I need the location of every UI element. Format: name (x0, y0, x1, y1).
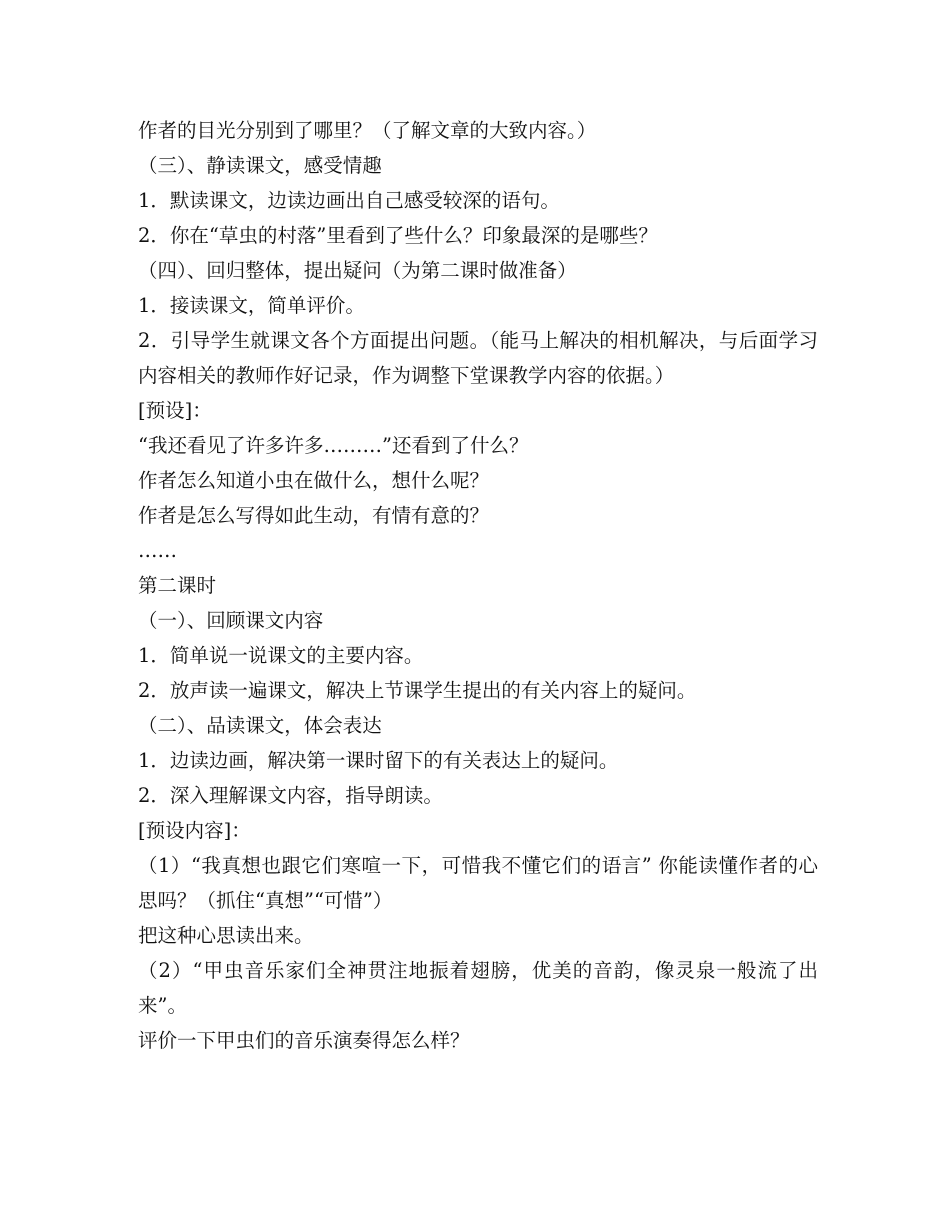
ellipsis: …… (138, 539, 177, 562)
text-line: 2．你在“草虫的村落”里看到了些什么？印象最深的是哪些？ (138, 224, 658, 247)
text-line: 1．简单说一说课文的主要内容。 (138, 644, 424, 667)
lesson-title: 第二课时 (138, 574, 217, 597)
text-line: 作者怎么知道小虫在做什么，想什么呢？ (138, 469, 490, 492)
text-line: 2．深入理解课文内容，指导朗读。 (138, 784, 443, 807)
section-heading: （一）、回顾课文内容 (138, 609, 324, 632)
text-line: 1．接读课文，简单评价。 (138, 294, 365, 317)
label-preset-content: [预设内容]： (138, 819, 251, 842)
section-heading: （二）、品读课文，体会表达 (138, 714, 382, 737)
section-heading: （四）、回归整体，提出疑问（为第二课时做准备） (138, 259, 577, 282)
text-line: 2．放声读一遍课文，解决上节课学生提出的有关内容上的疑问。 (138, 679, 697, 702)
text-line: 评价一下甲虫们的音乐演奏得怎么样？ (138, 1029, 470, 1052)
text-line: 1．边读边画，解决第一课时留下的有关表达上的疑问。 (138, 749, 619, 772)
label-preset: [预设]： (138, 399, 212, 422)
text-line: “我还看见了许多许多………”还看到了什么？ (138, 434, 529, 457)
paragraph-questions: 2．引导学生就课文各个方面提出问题。（能马上解决的相机解决，与后面学习内容相关的教师作好记录，作为调整下堂课教学内容的依据。） (138, 329, 818, 387)
text-line: 1．默读课文，边读边画出自己感受较深的语句。 (138, 189, 560, 212)
text-line: 作者是怎么写得如此生动，有情有意的？ (138, 504, 490, 527)
paragraph-item-1: （1）“我真想也跟它们寒喧一下，可惜我不懂它们的语言” 你能读懂作者的心思吗？（抓住“真想”“可惜”） (138, 854, 818, 912)
paragraph-item-2: （2）“甲虫音乐家们全神贯注地振着翅膀，优美的音韵，像灵泉一般流了出来”。 (138, 959, 818, 1017)
text-line: 把这种心思读出来。 (138, 924, 314, 947)
section-heading: （三）、静读课文，感受情趣 (138, 154, 382, 177)
text-line: 作者的目光分别到了哪里？（了解文章的大致内容。） (138, 119, 597, 142)
document-page (138, 113, 818, 1058)
